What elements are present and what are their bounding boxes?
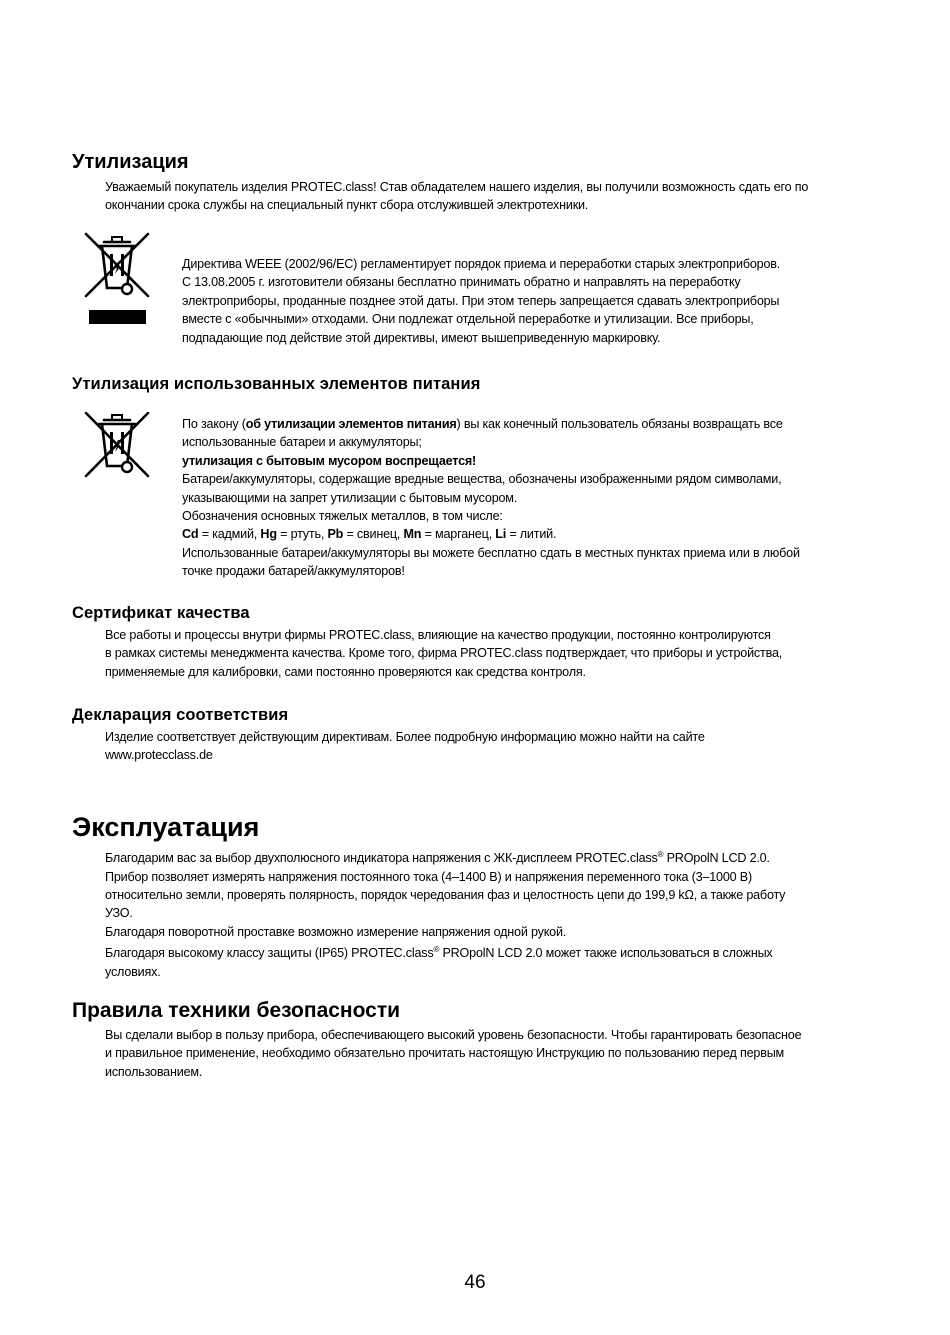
batteries-title: Утилизация использованных элементов питания	[72, 375, 481, 393]
metal-symbol: Mn	[403, 527, 422, 542]
disposal-intro-line-2: окончании срока службы на специальный пункт сбора отслужившей электротехники.	[105, 198, 589, 213]
operation-line-5: Благодаря поворотной проставке возможно измерение напряжения одной рукой.	[105, 924, 567, 939]
battery-crossed-bin-icon	[82, 412, 152, 485]
disposal-title: Утилизация	[72, 151, 189, 173]
metal-name: = свинец,	[343, 527, 404, 542]
batteries-line-6: Обозначения основных тяжелых металлов, в том числе:	[182, 509, 503, 524]
metal-name: = кадмий,	[198, 527, 261, 542]
quality-line-3: применяемые для калибровки, сами постоянно проверяются как средства контроля.	[105, 664, 586, 679]
batteries-line-4: Батареи/аккумуляторы, содержащие вредные вещества, обозначены изображенными рядом символами,	[182, 472, 782, 487]
conformity-text	[105, 728, 705, 765]
operation-line-1b: PROpolN LCD 2.0.	[663, 851, 770, 866]
quality-text	[105, 626, 782, 681]
safety-line-2: и правильное применение, необходимо обязательно прочитать настоящую Инструкцию по пользованию перед первым	[105, 1046, 784, 1061]
weee-directive-text	[182, 255, 780, 347]
weee-line-4: вместе с «обычными» отходами. Они подлежат отдельной переработке и утилизации. Все приборы,	[182, 312, 754, 327]
metal-name: = литий.	[506, 527, 557, 542]
page-number: 46	[464, 1272, 486, 1293]
batteries-law-name: об утилизации элементов питания	[245, 417, 457, 431]
conformity-line-1: Изделие соответствует действующим директивам. Более подробную информацию можно найти на сайте	[105, 730, 705, 744]
metals-list	[182, 525, 800, 543]
operation-line-6b: PROpolN LCD 2.0 может также использоваться в сложных	[439, 946, 773, 961]
metal-symbol: Cd	[182, 527, 199, 542]
operation-title: Эксплуатация	[72, 812, 260, 842]
batteries-line-1	[182, 415, 800, 433]
disposal-intro-line-1: Уважаемый покупатель изделия PROTEC.class! Став обладателем нашего изделия, вы получили возможность сдать его по	[105, 180, 809, 194]
metal-symbol: Hg	[260, 527, 277, 542]
batteries-line-8: Использованные батареи/аккумуляторы вы можете бесплатно сдать в местных пунктах приема или в любой	[182, 545, 800, 560]
disposal-intro	[105, 178, 808, 215]
conformity-title: Декларация соответствия	[72, 706, 289, 724]
operation-line-2: Прибор позволяет измерять напряжения постоянного тока (4–1400 В) и напряжения переменного тока (3–1000 В)	[105, 869, 752, 884]
weee-line-3: электроприборы, проданные позднее этой даты. При этом теперь запрещается сдавать электроприборы	[182, 293, 780, 308]
metal-name: = ртуть,	[276, 527, 328, 542]
batteries-line-5: указывающими на запрет утилизации с бытовым мусором.	[182, 490, 518, 505]
metal-symbol: Li	[495, 527, 507, 542]
safety-line-3: использованием.	[105, 1064, 203, 1079]
batteries-warning: утилизация с бытовым мусором воспрещается!	[182, 453, 477, 468]
weee-line-5: подпадающие под действие этой директивы, имеют вышеприведенную маркировку.	[182, 330, 661, 345]
metal-name: = марганец,	[421, 527, 496, 542]
operation-line-1a: Благодарим вас за выбор двухполюсного индикатора напряжения с ЖК-дисплеем PROTEC.class	[105, 851, 658, 866]
metal-symbol: Pb	[327, 527, 344, 542]
safety-line-1: Вы сделали выбор в пользу прибора, обеспечивающего высокий уровень безопасности. Чтобы гарантировать безопасное	[105, 1028, 802, 1042]
operation-line-6	[105, 941, 785, 963]
batteries-text	[182, 415, 800, 581]
weee-line-1: Директива WEEE (2002/96/EC) регламентирует порядок приема и переработки старых электроприборов.	[182, 257, 781, 271]
batteries-line-1a: По закону (	[182, 417, 246, 431]
operation-line-4: УЗО.	[105, 906, 133, 921]
quality-line-2: в рамках системы менеджмента качества. Кроме того, фирма PROTEC.class подтверждает, что приборы и устройства,	[105, 646, 783, 661]
weee-crossed-bin-icon	[82, 232, 152, 332]
quality-title: Сертификат качества	[72, 604, 250, 622]
registered-mark: ®	[433, 945, 440, 955]
registered-mark: ®	[657, 850, 664, 859]
operation-line-1	[105, 846, 785, 868]
operation-line-7: условиях.	[105, 964, 161, 979]
safety-title: Правила техники безопасности	[72, 999, 401, 1022]
weee-line-2: С 13.08.2005 г. изготовители обязаны бесплатно принимать обратно и направлять на переработку	[182, 275, 741, 290]
batteries-line-2: использованные батареи и аккумуляторы;	[182, 435, 422, 450]
conformity-website: www.protecclass.de	[105, 748, 213, 763]
safety-text	[105, 1026, 801, 1081]
quality-line-1: Все работы и процессы внутри фирмы PROTEC.class, влияющие на качество продукции, постоянно контролируются	[105, 628, 771, 642]
operation-text	[105, 846, 785, 981]
batteries-line-1c: ) вы как конечный пользователь обязаны возвращать все	[456, 417, 783, 431]
operation-line-3: относительно земли, проверять полярность, порядок чередования фаз и целостность цепи до 199,9 kΩ, а также работу	[105, 888, 786, 902]
operation-line-6a: Благодаря высокому классу защиты (IP65) PROTEC.class	[105, 946, 434, 961]
batteries-line-9: точке продажи батарей/аккумуляторов!	[182, 564, 405, 579]
